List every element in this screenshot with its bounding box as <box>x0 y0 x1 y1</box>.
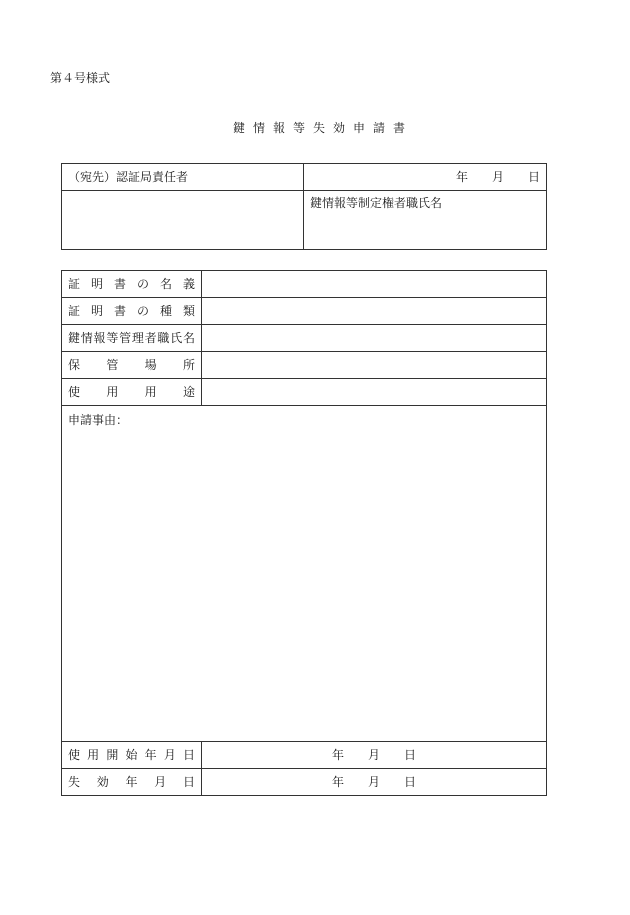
application-reason-label: 申請事由： <box>68 413 129 427</box>
document-title: 鍵情報等失効申請書 <box>232 121 413 135</box>
certificate-type-field[interactable] <box>202 298 547 325</box>
key-manager-label: 鍵情報等管理者職氏名 <box>62 325 202 352</box>
storage-location-field[interactable] <box>202 352 547 379</box>
addressee-table <box>61 163 547 250</box>
expiry-date-field[interactable]: 年 月 日 <box>202 769 547 796</box>
application-table <box>61 270 547 796</box>
usage-purpose-field[interactable] <box>202 379 547 406</box>
table-row <box>62 769 547 796</box>
reason-row <box>62 406 547 742</box>
key-manager-field[interactable] <box>202 325 547 352</box>
addressee-row <box>62 164 547 191</box>
storage-location-label: 保管場所 <box>62 352 202 379</box>
applicant-name-cell[interactable]: 鍵情報等制定権者職氏名 <box>304 191 547 250</box>
table-row <box>62 325 547 352</box>
blank-cell <box>62 191 304 250</box>
application-date-cell[interactable]: 年 月 日 <box>304 164 547 191</box>
table-row <box>62 742 547 769</box>
usage-purpose-label: 使用用途 <box>62 379 202 406</box>
table-row <box>62 271 547 298</box>
table-row <box>62 379 547 406</box>
table-row <box>62 298 547 325</box>
addressee-cell: （宛先）認証局責任者 <box>62 164 304 191</box>
application-reason-field[interactable] <box>62 406 547 742</box>
signature-row <box>62 191 547 250</box>
certificate-name-label: 証明書の名義 <box>62 271 202 298</box>
form-number: 第４号様式 <box>50 71 111 85</box>
certificate-name-field[interactable] <box>202 271 547 298</box>
start-date-label: 使用開始年月日 <box>62 742 202 769</box>
expiry-date-label: 失効年月日 <box>62 769 202 796</box>
certificate-type-label: 証明書の種類 <box>62 298 202 325</box>
table-row <box>62 352 547 379</box>
start-date-field[interactable]: 年 月 日 <box>202 742 547 769</box>
